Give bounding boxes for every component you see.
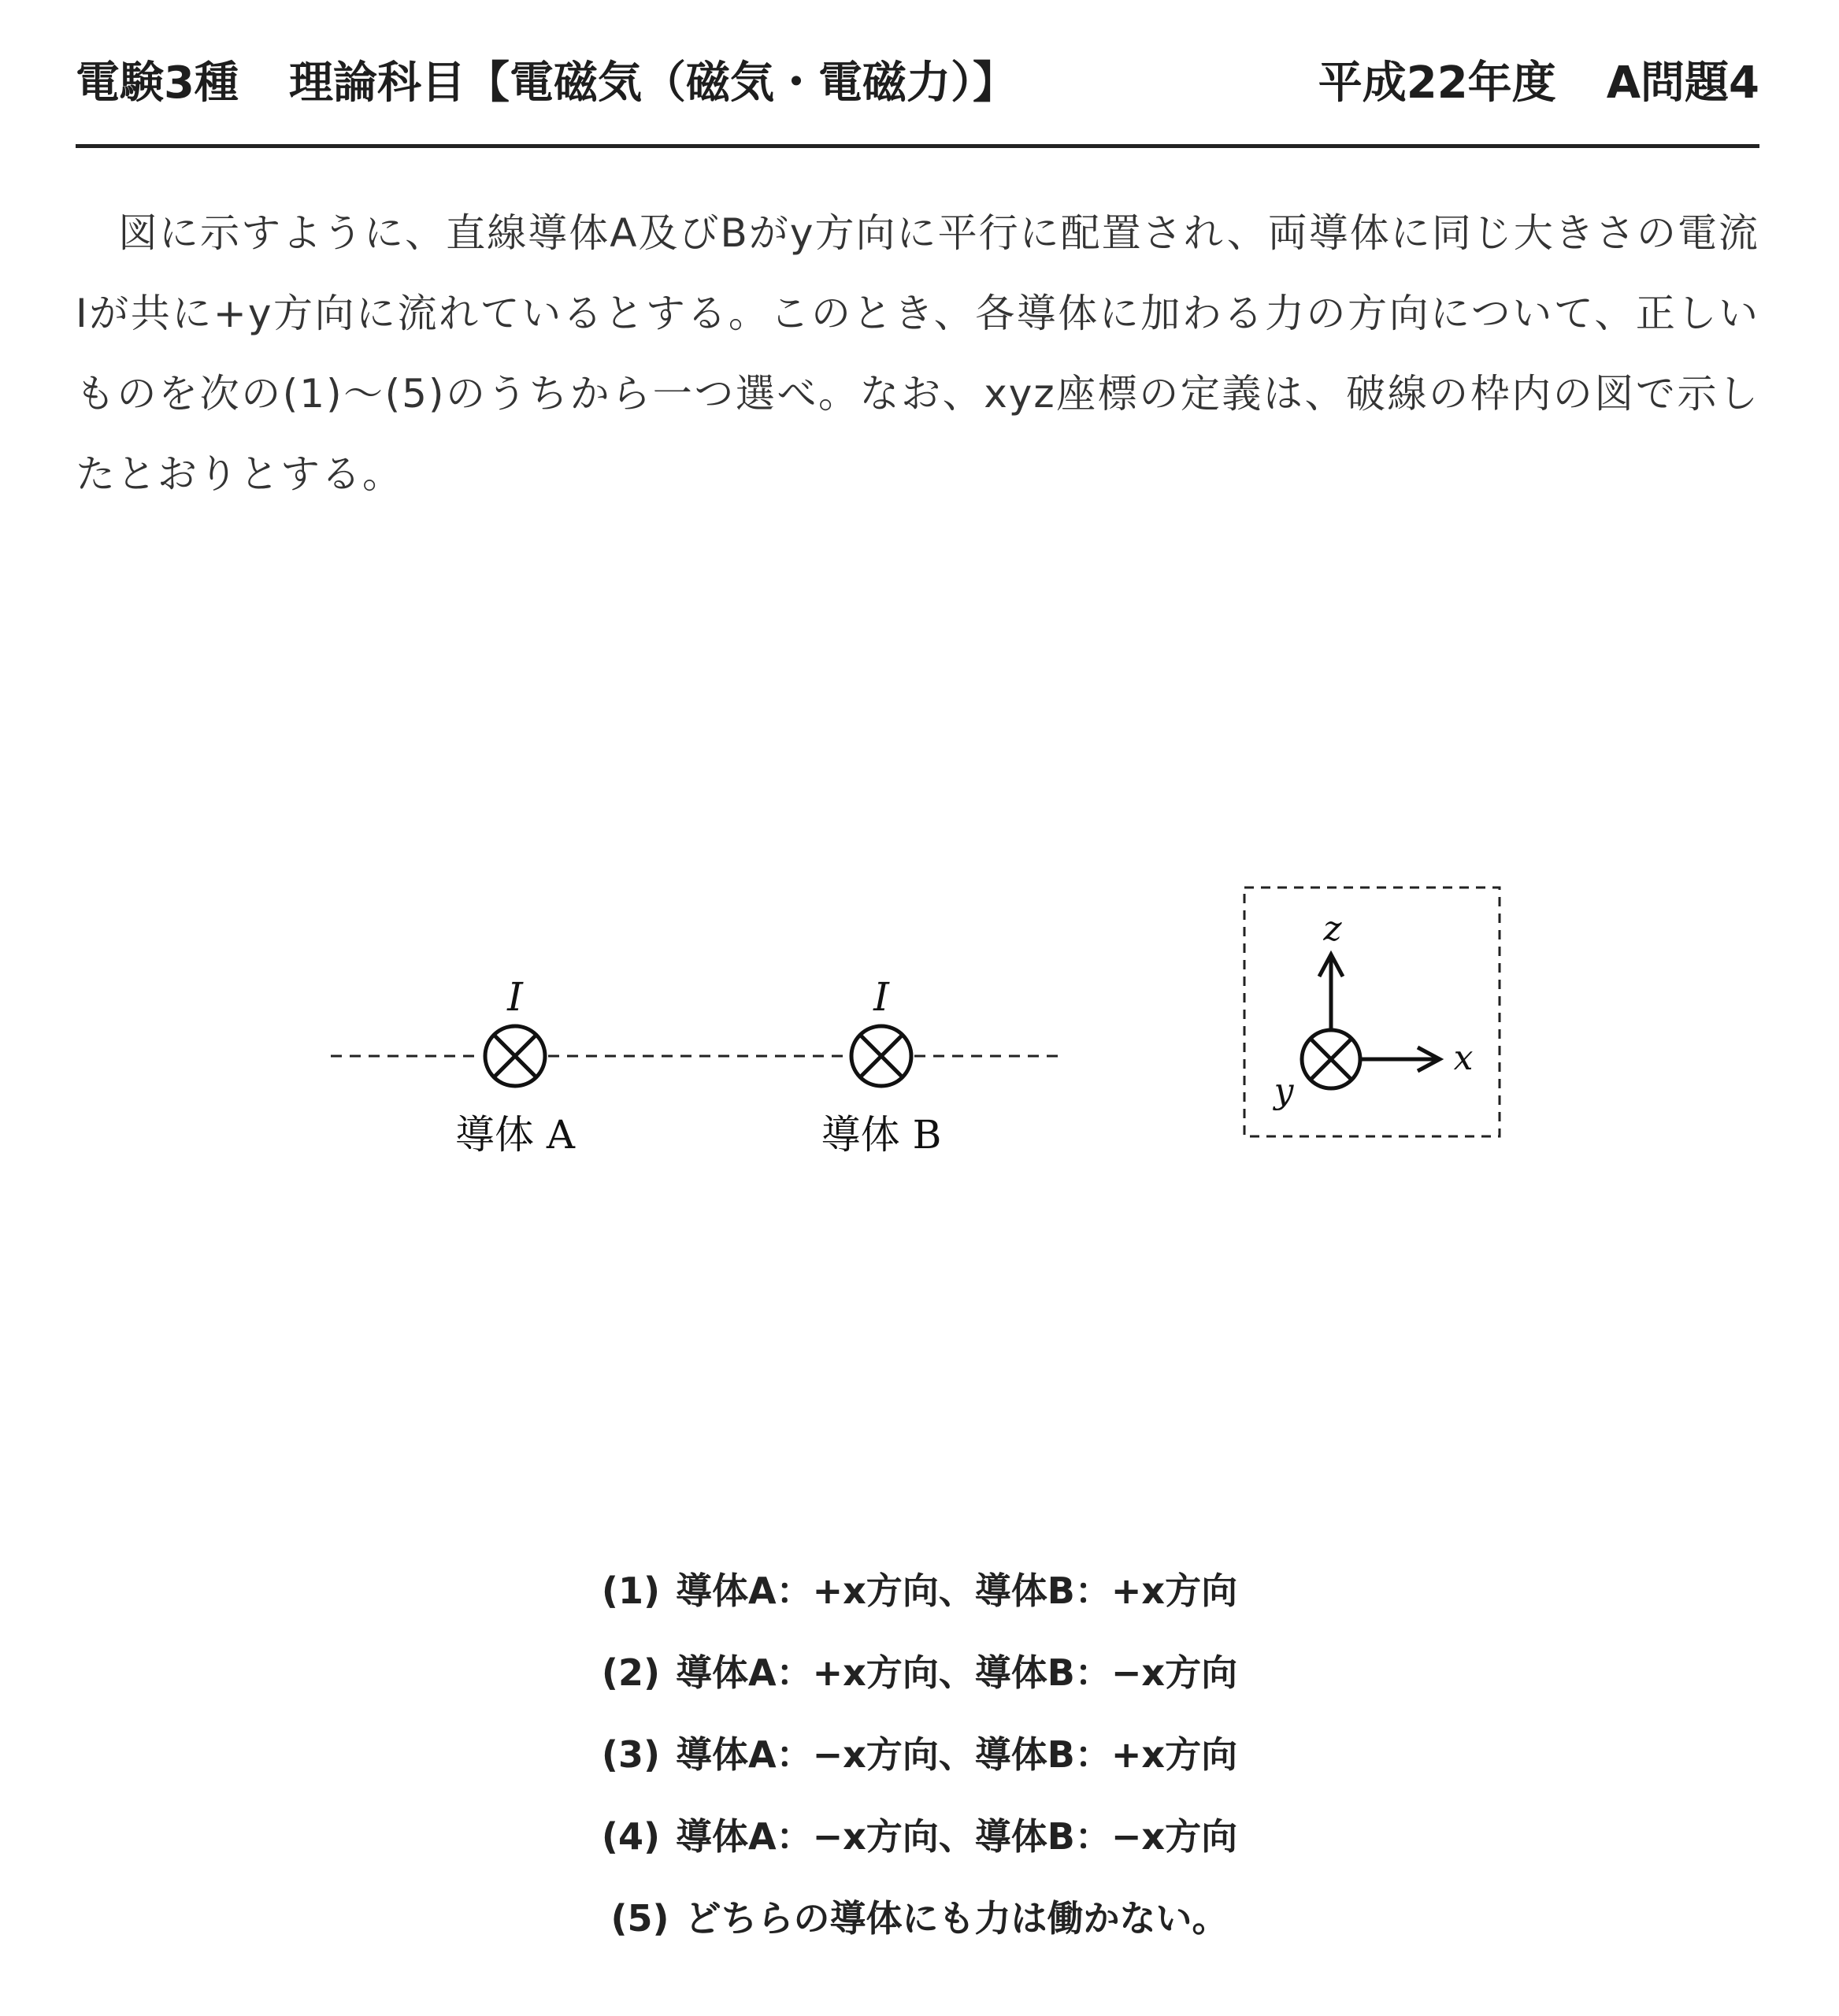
x-axis-label: x <box>1453 1038 1474 1078</box>
conductor-a-symbol <box>485 1026 545 1086</box>
choice-4-text: 導体A：−x方向、導体B：−x方向 <box>675 1815 1238 1858</box>
exam-title: 電験3種 <box>76 57 239 109</box>
header-left <box>76 52 1017 115</box>
y-axis-label: y <box>1274 1071 1294 1111</box>
choice-5-number: (5) <box>610 1897 669 1940</box>
question-text: 図に示すように、直線導体A及びBがy方向に平行に配置され、両導体に同じ大きさの電流Iが共に+y方向に流れているとする。このとき、各導体に加わる力の方向について、正しいものを次の(1)〜(5)のうちから一つ選べ。なお、xyz座標の定義は、破線の枠内の図で示したとおりとする。 <box>76 210 1759 497</box>
choice-1-number: (1) <box>601 1569 660 1612</box>
z-axis-label: z <box>1323 909 1342 949</box>
choice-3-number: (3) <box>601 1733 660 1776</box>
conductor-a-current-label: I <box>507 974 523 1020</box>
choice-2-text: 導体A：+x方向、導体B：−x方向 <box>675 1651 1238 1694</box>
header-right <box>1318 52 1759 115</box>
problem-number: A問題4 <box>1606 57 1759 109</box>
x-axis-arrow <box>1360 1047 1440 1071</box>
subject-title: 理論科目【電磁気（磁気・電磁力）】 <box>288 57 1017 109</box>
page-header <box>76 52 1759 115</box>
conductor-figure <box>0 866 1839 1197</box>
choice-1-text: 導体A：+x方向、導体B：+x方向 <box>675 1569 1238 1612</box>
answer-choices <box>0 1550 1839 1959</box>
exam-year: 平成22年度 <box>1318 57 1556 109</box>
header-divider <box>76 144 1759 148</box>
conductor-a-label: 導体 A <box>454 1112 576 1158</box>
conductor-b-symbol <box>851 1026 911 1086</box>
choice-3-text: 導体A：−x方向、導体B：+x方向 <box>675 1733 1238 1776</box>
choice-5-text: どちらの導体にも力は働かない。 <box>684 1897 1229 1940</box>
choice-1[interactable] <box>0 1550 1839 1632</box>
conductor-b-current-label: I <box>873 974 889 1020</box>
choice-2-number: (2) <box>601 1651 660 1694</box>
choice-2[interactable] <box>0 1632 1839 1714</box>
choice-4-number: (4) <box>601 1815 660 1858</box>
conductor-b-label: 導体 B <box>821 1112 942 1158</box>
choice-4[interactable] <box>0 1796 1839 1877</box>
axes-origin-symbol <box>1302 1030 1360 1088</box>
z-axis-arrow <box>1319 954 1343 1030</box>
choice-5[interactable] <box>0 1877 1839 1959</box>
choice-3[interactable] <box>0 1714 1839 1796</box>
